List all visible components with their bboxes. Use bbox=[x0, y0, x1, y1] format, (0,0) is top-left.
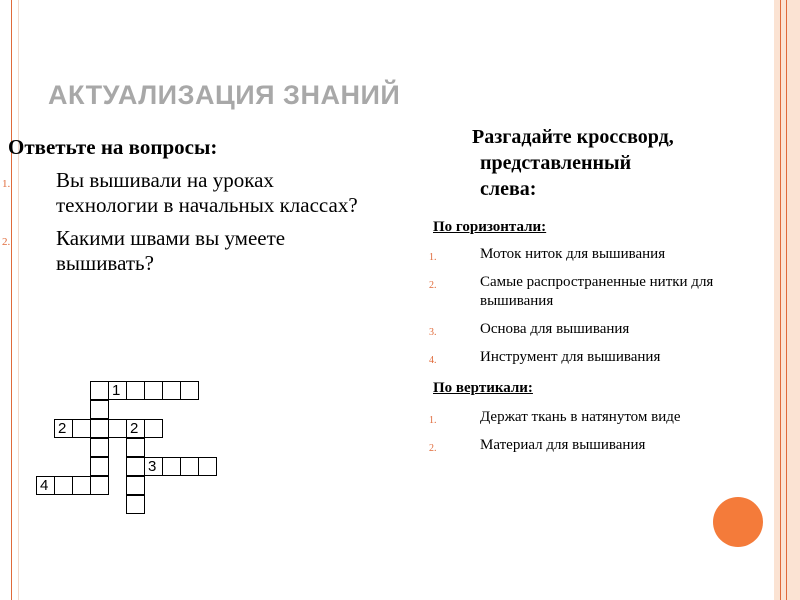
clue-text: Материал для вышивания bbox=[480, 437, 646, 453]
crossword-cell bbox=[162, 457, 181, 476]
question-item bbox=[0, 168, 360, 218]
crossword-cell bbox=[90, 381, 109, 400]
crossword-cell bbox=[126, 495, 145, 514]
questions-list bbox=[0, 168, 360, 284]
crossword-cell bbox=[198, 457, 217, 476]
crossword-cell bbox=[162, 381, 181, 400]
crossword-cell bbox=[90, 419, 109, 438]
left-decor-bar bbox=[0, 0, 19, 600]
question-item bbox=[0, 226, 360, 276]
crossword-number: 1 bbox=[112, 382, 121, 399]
crossword-cell bbox=[90, 476, 109, 495]
slide-title: АКТУАЛИЗАЦИЯ ЗНАНИЙ bbox=[48, 80, 401, 110]
questions-heading: Ответьте на вопросы: bbox=[8, 135, 218, 159]
crossword-cell bbox=[126, 457, 145, 476]
clue-text: Самые распространенные нитки для вышивания bbox=[480, 274, 714, 309]
crossword-cell bbox=[180, 381, 199, 400]
right-decor-bar bbox=[774, 0, 800, 600]
clue-item bbox=[420, 408, 765, 427]
right-rule-line-1 bbox=[780, 0, 781, 600]
clue-number: 2. bbox=[429, 280, 437, 291]
crossword-cell bbox=[144, 419, 163, 438]
question-text: Вы вышивали на уроках технологии в начальных классах? bbox=[56, 168, 358, 217]
crossword-cell bbox=[90, 457, 109, 476]
crossword-cell bbox=[72, 419, 91, 438]
crossword-cell bbox=[144, 457, 163, 476]
clue-number: 4. bbox=[429, 355, 437, 366]
clue-number: 1. bbox=[429, 415, 437, 426]
crossword-cell bbox=[108, 381, 127, 400]
crossword-cell bbox=[126, 438, 145, 457]
clue-text: Держат ткань в натянутом виде bbox=[480, 409, 681, 425]
crossword-number: 2 bbox=[58, 420, 67, 437]
crossword-cell bbox=[126, 419, 145, 438]
horizontal-clues bbox=[420, 245, 765, 376]
crossword-cell bbox=[126, 476, 145, 495]
question-text: Какими швами вы умеете вышивать? bbox=[56, 226, 286, 275]
clue-text: Инструмент для вышивания bbox=[480, 349, 661, 365]
crossword-number: 2 bbox=[130, 420, 139, 437]
crossword-cell bbox=[180, 457, 199, 476]
crossword-cell bbox=[90, 400, 109, 419]
right-rule-line-2 bbox=[786, 0, 787, 600]
clue-text: Моток ниток для вышивания bbox=[480, 246, 666, 262]
vertical-clues bbox=[420, 408, 765, 464]
crossword-cell bbox=[72, 476, 91, 495]
task-line-2: представленный bbox=[480, 152, 632, 174]
left-rule-line bbox=[11, 0, 12, 600]
clue-number: 1. bbox=[429, 252, 437, 263]
question-number: 2. bbox=[2, 236, 11, 248]
clue-text: Основа для вышивания bbox=[480, 321, 630, 337]
decorative-circle bbox=[713, 497, 763, 547]
horizontal-heading: По горизонтали: bbox=[433, 219, 547, 235]
clue-number: 2. bbox=[429, 443, 437, 454]
task-line-3: слева: bbox=[480, 178, 537, 200]
crossword-cell bbox=[126, 381, 145, 400]
crossword-cell bbox=[36, 476, 55, 495]
crossword-cell bbox=[54, 476, 73, 495]
vertical-heading: По вертикали: bbox=[433, 380, 533, 396]
crossword-number: 3 bbox=[148, 458, 157, 475]
clue-item bbox=[420, 320, 765, 339]
question-number: 1. bbox=[2, 178, 11, 190]
crossword-number: 4 bbox=[40, 477, 49, 494]
clue-item bbox=[420, 245, 765, 264]
crossword-cell bbox=[144, 381, 163, 400]
crossword-cell bbox=[54, 419, 73, 438]
crossword-cell bbox=[90, 438, 109, 457]
crossword-cell bbox=[108, 419, 127, 438]
crossword-task-heading bbox=[472, 124, 772, 202]
task-line-1: Разгадайте кроссворд, bbox=[472, 126, 674, 148]
clue-item bbox=[420, 436, 765, 455]
clue-item bbox=[420, 348, 765, 367]
clue-item bbox=[420, 273, 765, 311]
clue-number: 3. bbox=[429, 327, 437, 338]
